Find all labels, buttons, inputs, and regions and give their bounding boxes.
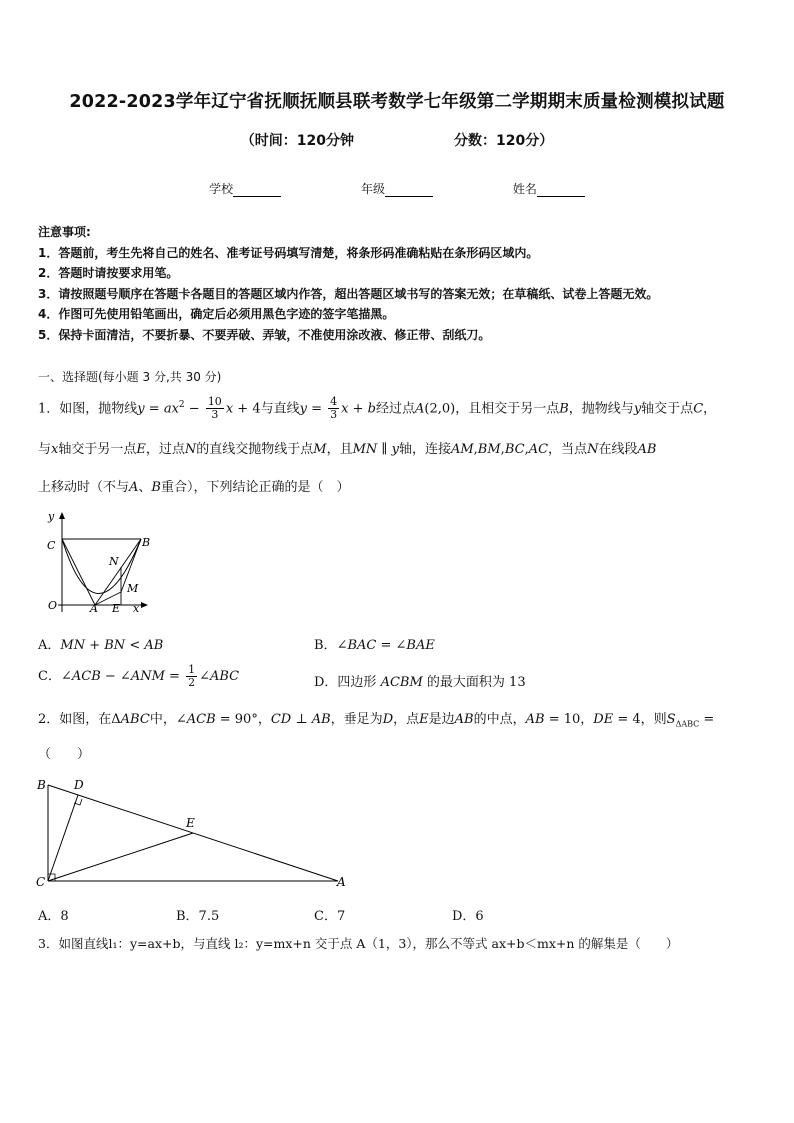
name-field[interactable] [513, 180, 585, 197]
note-item: 1．答题前，考生先将自己的姓名、准考证号码填写清楚，将条形码准确粘贴在条形码区域内。 [38, 245, 539, 260]
question-2-paren: （ ） [38, 747, 91, 762]
question-1-line2: 与x轴交于另一点E，过点N的直线交抛物线于点M，且MN ∥ y轴，连接AM,BM,BC,AC，当点N在线段AB [38, 442, 657, 457]
school-field[interactable] [209, 180, 281, 197]
name-label: 姓名 [512, 182, 537, 196]
q1-option-d[interactable]: D．四边形 ACBM 的最大面积为 13 [314, 675, 526, 690]
grade-field[interactable] [361, 180, 433, 197]
time-label: （时间：120分钟 [240, 133, 354, 149]
exam-info [0, 130, 794, 150]
segment-ce [48, 833, 193, 881]
label-m: M [127, 582, 139, 595]
label-a: A [90, 602, 98, 615]
grade-label: 年级 [360, 182, 385, 196]
question-1: 1．如图，抛物线$y = ax^2$ − $\frac{10}{3}$ x + 4与直线y = $\frac{4}{3}$ x + b经过点A(2,0)，且相交于另一点B，抛物线与y轴交于点C， [38, 395, 717, 422]
q2-option-b[interactable]: B．7.5 [176, 909, 220, 924]
q1-figure [38, 508, 151, 618]
label-o: O [48, 599, 58, 612]
score-label: 分数：120分） [454, 133, 554, 149]
section-heading: 一、选择题(每小题 3 分,共 30 分) [38, 370, 222, 384]
note-item: 3．请按照题号顺序在答题卡各题目的答题区域内作答，超出答题区域书写的答案无效；在草稿纸、试卷上答题无效。 [38, 286, 659, 301]
segment-ca [62, 539, 95, 605]
q2-option-d[interactable]: D．6 [452, 909, 484, 924]
q2-option-c[interactable]: C．7 [314, 909, 346, 924]
segment-ab [95, 539, 141, 605]
label-d: D [74, 778, 84, 792]
notes [38, 222, 768, 345]
label-n: N [109, 555, 119, 568]
label-b: B [37, 778, 46, 792]
label-e: E [112, 602, 121, 615]
page-title: 2022-2023学年辽宁省抚顺抚顺县联考数学七年级第二学期期末质量检测模拟试题 [69, 92, 725, 112]
q1-option-c[interactable]: C．∠ACB − ∠ANM = $\frac{1}{2}$ ∠ABC [38, 663, 240, 689]
question-1-line3: 上移动时（不与A、B重合），下列结论正确的是（ ） [38, 480, 350, 495]
label-c: C [36, 875, 46, 889]
y-arrow [59, 512, 65, 519]
note-item: 5．保持卡面清洁，不要折暴、不要弄破、弄皱，不准使用涂改液、修正带、刮纸刀。 [38, 327, 491, 342]
q1-option-b[interactable]: B．∠BAC = ∠BAE [314, 638, 435, 653]
student-fields [0, 180, 794, 197]
notes-heading: 注意事项: [38, 225, 91, 239]
label-x: x [133, 602, 140, 615]
question-3: 3．如图直线l₁：y=ax+b，与直线 l₂：y=mx+n 交于点 A（1，3），那么不等式 ax+b＜mx+n 的解集是（ ） [38, 936, 679, 951]
note-item: 4．作图可先使用铅笔画出，确定后必须用黑色字迹的签字笔描黑。 [38, 307, 395, 321]
note-item: 2．答题时请按要求用笔。 [38, 266, 179, 280]
label-e: E [186, 816, 195, 830]
q1-option-a[interactable]: A．MN + BN < AB [38, 638, 164, 653]
label-a: A [337, 875, 346, 889]
question-2: 2．如图，在ΔABC中，∠ACB = 90°，CD ⊥ AB，垂足为D，点E是边AB的中点，AB = 10，DE = 4，则$S_{\Delta ABC}$ = [38, 712, 715, 729]
label-b: B [142, 536, 151, 549]
school-label: 学校 [209, 182, 234, 196]
x-arrow [141, 602, 148, 608]
segment-cd [48, 795, 78, 881]
q2-figure [36, 775, 356, 890]
label-c: C [47, 539, 56, 552]
label-y: y [48, 510, 55, 523]
q2-option-a[interactable]: A．8 [38, 909, 69, 924]
